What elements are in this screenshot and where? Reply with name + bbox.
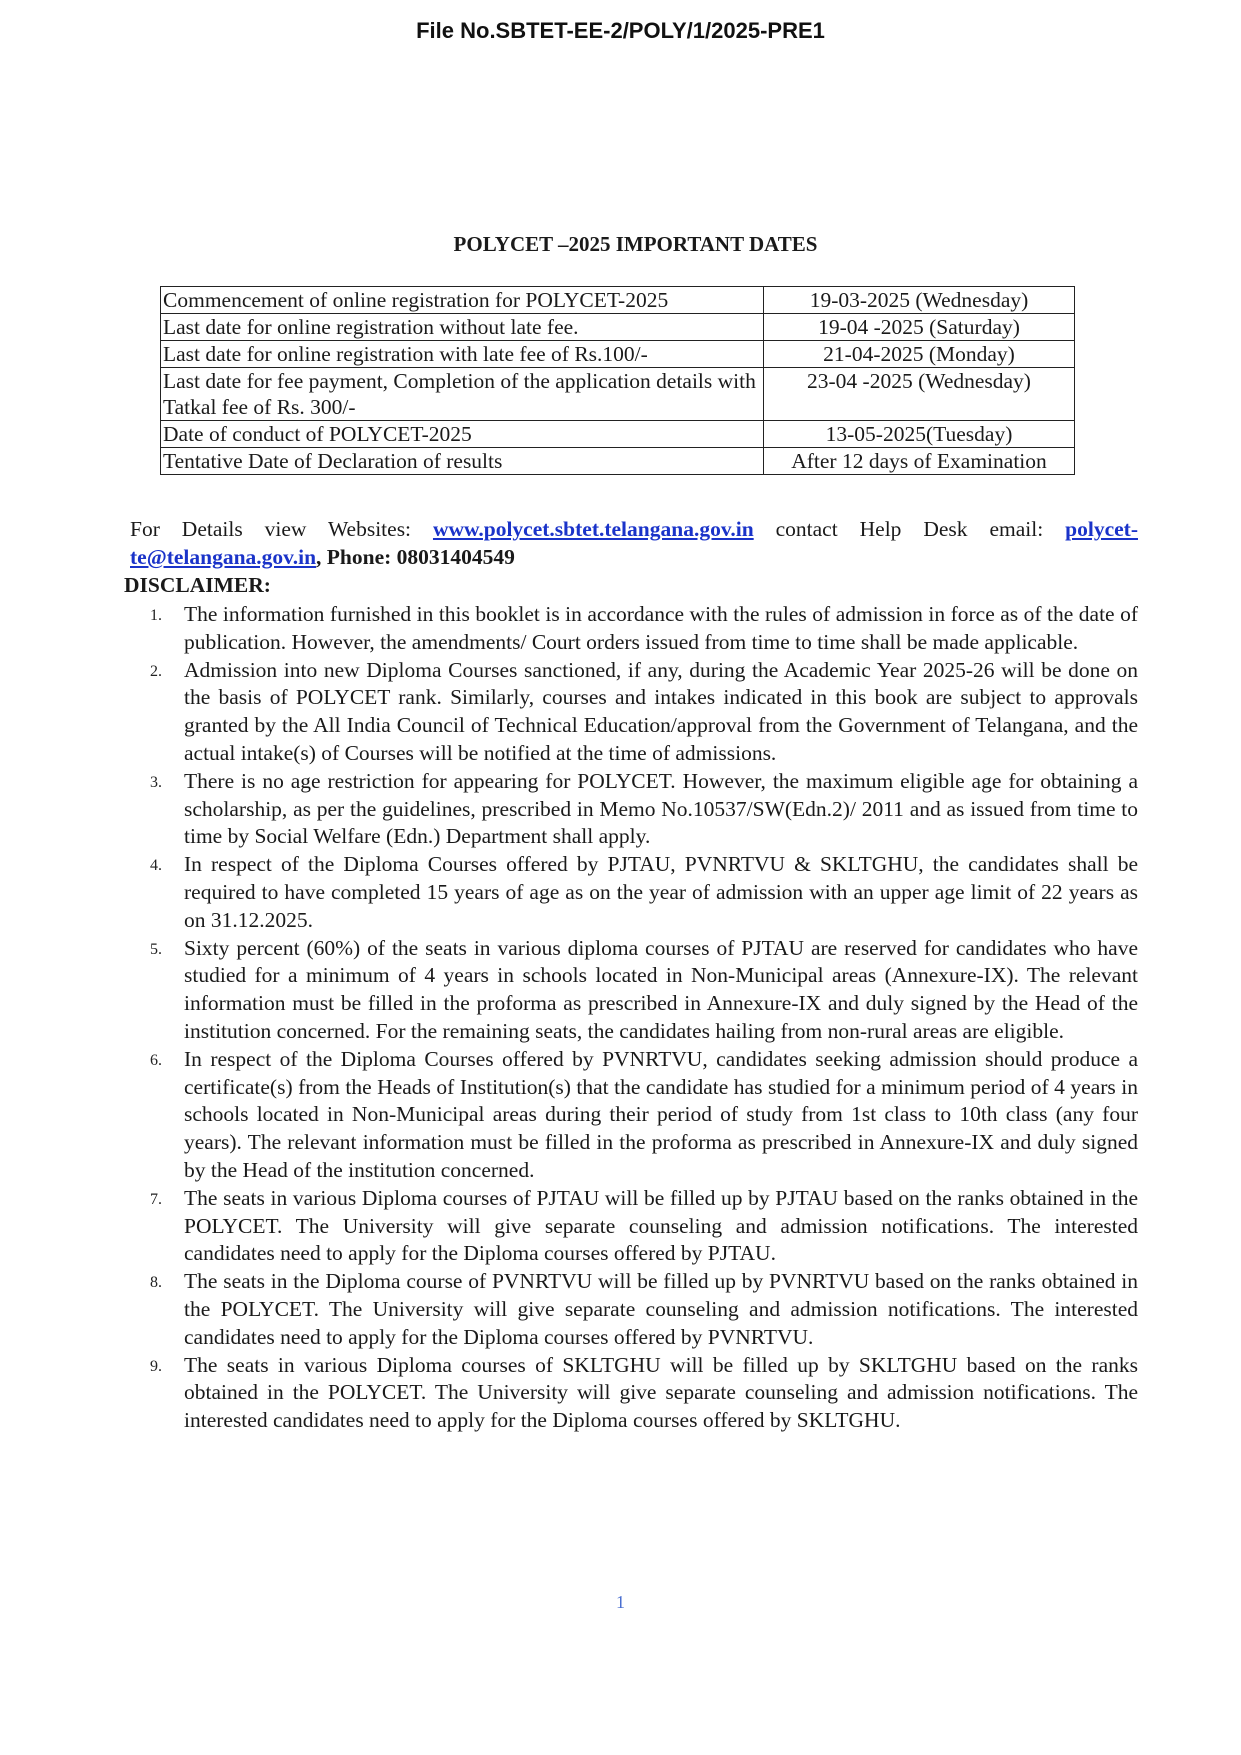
phone-number: , Phone: 08031404549 bbox=[316, 545, 515, 569]
item-text: The information furnished in this booklet is in accordance with the rules of admission in force as of the date of publication. However, the amendments/ Court orders issued from time to time shall be made applicable. bbox=[184, 602, 1138, 654]
item-number: 5. bbox=[150, 940, 162, 958]
list-item bbox=[130, 1185, 1138, 1268]
item-text: In respect of the Diploma Courses offered by PVNRTVU, candidates seeking admission should produce a certificate(s) from the Heads of Institution(s) that the candidate has studied for a minimum period of 4 years in schools located in Non-Municipal areas during their period of study from 1st class to 10th class (any four years). The relevant information must be filled in the proforma as prescribed in Annexure-IX and duly signed by the Head of the institution concerned. bbox=[184, 1046, 1138, 1182]
item-number: 2. bbox=[150, 662, 162, 680]
file-number-header: File No.SBTET-EE-2/POLY/1/2025-PRE1 bbox=[416, 18, 825, 43]
item-text: There is no age restriction for appearing for POLYCET. However, the maximum eligible age for obtaining a scholarship, as per the guidelines, prescribed in Memo No.10537/SW(Edn.2)/ 2011 and as issued from time to time by Social Welfare (Edn.) Department shall apply. bbox=[184, 768, 1138, 849]
item-number: 3. bbox=[150, 773, 162, 791]
disclaimer-heading: DISCLAIMER: bbox=[124, 573, 271, 597]
table-row bbox=[161, 368, 1075, 421]
page-number: 1 bbox=[616, 1592, 625, 1612]
list-item bbox=[130, 1352, 1138, 1435]
item-text: The seats in the Diploma course of PVNRTVU will be filled up by PVNRTVU based on the ranks obtained in the POLYCET. The University will give separate counseling and admission notifications. The interested candidates need to apply for the Diploma courses offered by PVNRTVU. bbox=[184, 1269, 1138, 1349]
date-cell: 21-04-2025 (Monday) bbox=[764, 341, 1075, 368]
item-number: 1. bbox=[150, 607, 162, 624]
table-row bbox=[161, 314, 1075, 341]
page-title-text: POLYCET –2025 IMPORTANT DATES bbox=[453, 232, 818, 256]
date-cell: 19-04 -2025 (Saturday) bbox=[764, 314, 1075, 341]
website-link[interactable]: www.polycet.sbtet.telangana.gov.in bbox=[432, 517, 754, 541]
list-item bbox=[130, 657, 1138, 768]
contact-details bbox=[130, 515, 1138, 571]
item-text: Sixty percent (60%) of the seats in various diploma courses of PJTAU are reserved for candidates who have studied for a minimum of 4 years in schools located in Non-Municipal areas (Annexure-IX). The relevant information must be filled in the proforma as prescribed in Annexure-IX and duly signed by the Head of the institution concerned. For the remaining seats, the candidates hailing from non-rural areas are eligible. bbox=[184, 935, 1138, 1043]
disclaimer-list bbox=[130, 601, 1138, 1435]
email-link[interactable]: polycet-te@telangana.gov.in bbox=[130, 517, 1138, 569]
event-cell: Last date for online registration with late fee of Rs.100/- bbox=[161, 341, 764, 368]
item-text: The seats in various Diploma courses of PJTAU will be filled up by PJTAU based on the ranks obtained in the POLYCET. The University will give separate counseling and admission notifications. The interested candidates need to apply for the Diploma courses offered by PJTAU. bbox=[184, 1185, 1138, 1266]
important-dates-table bbox=[160, 286, 1075, 475]
list-item bbox=[130, 1268, 1138, 1351]
contact-prefix: For Details view Websites: bbox=[130, 517, 433, 541]
item-text: In respect of the Diploma Courses offered by PJTAU, PVNRTVU & SKLTGHU, the candidates shall be required to have completed 15 years of age as on the year of admission with an upper age limit of 22 years as on 31.12.2025. bbox=[184, 852, 1138, 932]
list-item bbox=[130, 851, 1138, 934]
table-row bbox=[161, 341, 1075, 368]
table-row bbox=[161, 421, 1075, 448]
event-cell: Commencement of online registration for POLYCET-2025 bbox=[161, 287, 764, 314]
event-cell: Last date for online registration without late fee. bbox=[161, 314, 764, 341]
item-number: 9. bbox=[150, 1357, 162, 1375]
date-cell: 19-03-2025 (Wednesday) bbox=[764, 287, 1075, 314]
list-item bbox=[130, 935, 1138, 1046]
table-row bbox=[161, 448, 1075, 475]
list-item bbox=[130, 1046, 1138, 1185]
item-number: 7. bbox=[150, 1190, 162, 1208]
date-cell: After 12 days of Examination bbox=[764, 448, 1075, 475]
event-cell: Tentative Date of Declaration of results bbox=[161, 448, 764, 475]
date-cell: 13-05-2025(Tuesday) bbox=[764, 421, 1075, 448]
event-cell: Last date for fee payment, Completion of the application details with Tatkal fee of Rs. 300/- bbox=[161, 368, 764, 421]
item-number: 6. bbox=[150, 1051, 162, 1069]
date-cell: 23-04 -2025 (Wednesday) bbox=[764, 368, 1075, 421]
contact-middle: contact Help Desk email: bbox=[753, 517, 1066, 541]
page-title bbox=[0, 232, 1241, 257]
table-row bbox=[161, 287, 1075, 314]
item-number: 8. bbox=[150, 1274, 162, 1292]
item-text: Admission into new Diploma Courses sanctioned, if any, during the Academic Year 2025-26 will be done on the basis of POLYCET rank. Similarly, courses and intakes indicated in this book are subject to approvals granted by the All India Council of Technical Education/approval from the Government of Telangana, and the actual intake(s) of Courses will be notified at the time of admissions. bbox=[184, 657, 1138, 765]
list-item bbox=[130, 768, 1138, 851]
list-item bbox=[130, 601, 1138, 657]
event-cell: Date of conduct of POLYCET-2025 bbox=[161, 421, 764, 448]
item-text: The seats in various Diploma courses of SKLTGHU will be filled up by SKLTGHU based on the ranks obtained in the POLYCET. The University will give separate counseling and admission notifications. The interested candidates need to apply for the Diploma courses offered by SKLTGHU. bbox=[184, 1352, 1138, 1433]
item-number: 4. bbox=[150, 857, 162, 875]
